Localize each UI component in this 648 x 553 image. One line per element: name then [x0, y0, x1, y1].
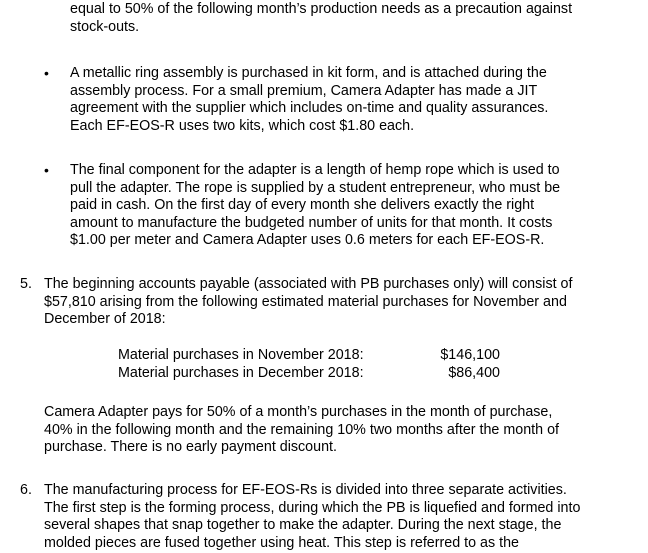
bullet-marker: • — [44, 65, 49, 81]
text-line: assembly process. For a small premium, Camera Adapter has made a JIT — [70, 82, 538, 99]
text-line: agreement with the supplier which includes on-time and quality assurances. — [70, 100, 549, 116]
table-value: $146,100 — [440, 347, 500, 363]
text-line: several shapes that snap together to make the adapter. During the next stage, the — [44, 517, 562, 533]
text-line: Each EF-EOS-R uses two kits, which cost $1.80 each. — [70, 117, 415, 134]
text-line: December of 2018: — [44, 311, 166, 327]
table-row — [118, 347, 500, 365]
text-line: The first step is the forming process, during which the PB is liquefied and formed into — [44, 499, 581, 516]
table-label: Material purchases in December 2018: — [118, 364, 364, 381]
payment-terms-paragraph — [44, 404, 559, 457]
text-line: stock-outs. — [70, 18, 140, 35]
item-number-6: 6. — [20, 482, 32, 498]
item-5-paragraph — [44, 276, 572, 329]
text-line: 40% in the following month and the remaining 10% two months after the month of — [44, 421, 559, 438]
material-purchases-table — [118, 347, 500, 382]
text-line: molded pieces are fused together using heat. This step is referred to as the — [44, 534, 519, 551]
text-line: $57,810 arising from the following estimated material purchases for November and — [44, 293, 567, 310]
bullet-paragraph-ring-assembly — [70, 65, 548, 135]
text-line: A metallic ring assembly is purchased in kit form, and is attached during the — [70, 65, 547, 81]
bullet-marker: • — [44, 162, 49, 178]
item-6-paragraph — [44, 482, 580, 552]
text-line: Camera Adapter pays for 50% of a month’s purchases in the month of purchase, — [44, 404, 553, 420]
intro-paragraph — [70, 1, 572, 36]
text-line: purchase. There is no early payment discount. — [44, 439, 337, 455]
text-line: pull the adapter. The rope is supplied by a student entrepreneur, who must be — [70, 179, 561, 196]
table-label: Material purchases in November 2018: — [118, 347, 364, 363]
bullet-paragraph-hemp-rope — [70, 162, 560, 250]
text-line: The beginning accounts payable (associated with PB purchases only) will consist of — [44, 276, 573, 292]
text-line: equal to 50% of the following month’s production needs as a precaution against — [70, 1, 573, 17]
table-row — [118, 365, 500, 383]
text-line: $1.00 per meter and Camera Adapter uses 0.6 meters for each EF-EOS-R. — [70, 232, 545, 248]
item-number-5: 5. — [20, 276, 32, 292]
text-line: paid in cash. On the first day of every month she delivers exactly the right — [70, 197, 535, 213]
text-line: The final component for the adapter is a length of hemp rope which is used to — [70, 162, 560, 178]
text-line: The manufacturing process for EF-EOS-Rs is divided into three separate activities. — [44, 482, 567, 498]
text-line: amount to manufacture the budgeted number of units for that month. It costs — [70, 214, 553, 231]
table-value: $86,400 — [448, 364, 500, 381]
